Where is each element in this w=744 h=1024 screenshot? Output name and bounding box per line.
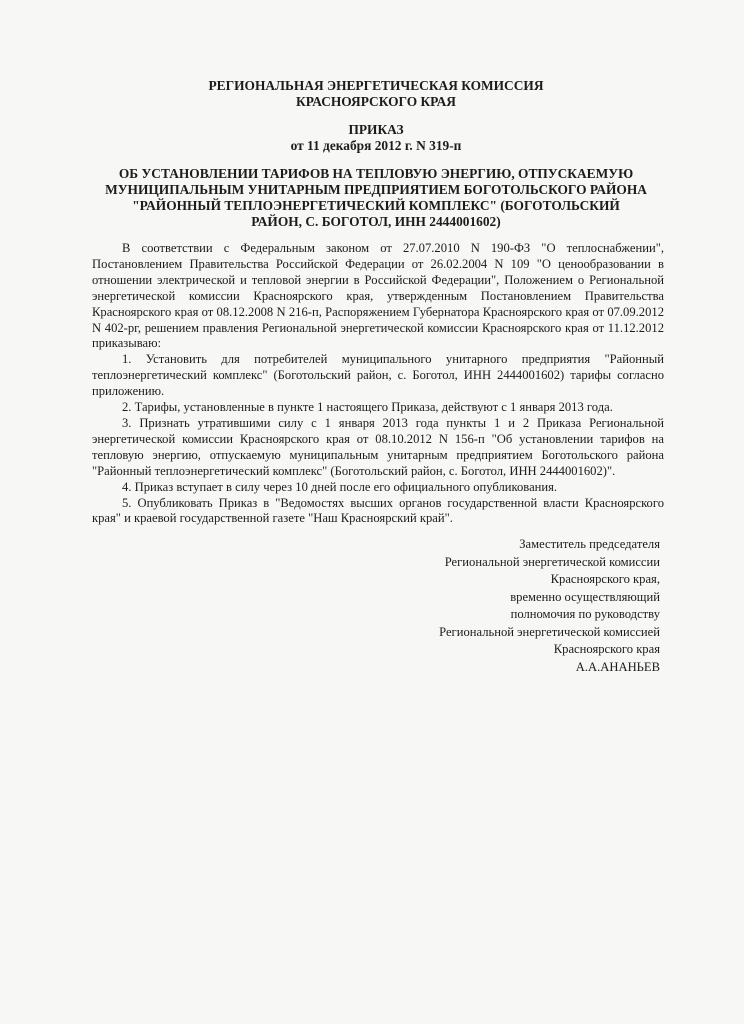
signatory-title-line: Красноярского края, (550, 572, 660, 586)
order-date-number: от 11 декабря 2012 г. N 319-п (290, 138, 462, 153)
order-title (90, 166, 662, 230)
preamble-paragraph: В соответствии с Федеральным законом от 27.07.2010 N 190-ФЗ "О теплоснабжении", Постановлением Правительства Российской Федерации от 26.02.2004 N 109 "О ценообразовании в отношении электрической и тепловой энергии в Российской Федерации", Положением о Региональной энергетической комиссии Красноярского края, утвержденным Постановлением Правительства Красноярского края от 08.12.2008 N 216-п, Распоряжением Губернатора Красноярского края от 07.09.2012 N 402-рг, решением правления Региональной энергетической комиссии Красноярского края от 11.12.2012 приказываю: (92, 241, 664, 351)
signatory-title-line: Заместитель председателя (519, 537, 660, 551)
title-line: "РАЙОННЫЙ ТЕПЛОЭНЕРГЕТИЧЕСКИЙ КОМПЛЕКС" (БОГОТОЛЬСКИЙ (132, 198, 620, 213)
org-name-line-2: КРАСНОЯРСКОГО КРАЯ (296, 94, 456, 109)
order-item-2: 2. Тарифы, установленные в пункте 1 настоящего Приказа, действуют с 1 января 2013 года. (122, 400, 613, 415)
title-line: МУНИЦИПАЛЬНЫМ УНИТАРНЫМ ПРЕДПРИЯТИЕМ БОГОТОЛЬСКОГО РАЙОНА (105, 182, 647, 197)
order-heading (96, 122, 656, 154)
order-item-5: 5. Опубликовать Приказ в "Ведомостях высших органов государственной власти Красноярского края" и краевой государственной газете "Наш Красноярский край". (92, 495, 664, 526)
signatory-title-line: временно осуществляющий (510, 589, 660, 604)
order-body (92, 241, 664, 527)
signatory-title-line: Региональной энергетической комиссией (439, 624, 660, 639)
signatory-title-line: Красноярского края (553, 642, 660, 656)
order-item-3: 3. Признать утратившими силу с 1 января 2013 года пункты 1 и 2 Приказа Региональной энергетической комиссии Красноярского края от 08.10.2012 N 156-п "Об установлении тарифов на тепловую энергию, отпускаемую муниципальным унитарным предприятием Боготольского района "Районный теплоэнергетический комплекс" (Боготольский район, с. Боготол, ИНН 2444001602)". (92, 415, 664, 478)
title-line: ОБ УСТАНОВЛЕНИИ ТАРИФОВ НА ТЕПЛОВУЮ ЭНЕРГИЮ, ОТПУСКАЕМУЮ (118, 166, 634, 181)
org-name-line-1: РЕГИОНАЛЬНАЯ ЭНЕРГЕТИЧЕСКАЯ КОМИССИЯ (208, 78, 544, 93)
order-item-4: 4. Приказ вступает в силу через 10 дней после его официального опубликования. (122, 479, 558, 494)
signatory-title-line: полномочия по руководству (510, 607, 660, 621)
title-line: РАЙОН, С. БОГОТОЛ, ИНН 2444001602) (251, 214, 501, 229)
order-item-1: 1. Установить для потребителей муниципального унитарного предприятия "Районный теплоэнергетический комплекс" (Боготольский район, с. Боготол, ИНН 2444001602) тарифы согласно приложению. (92, 352, 664, 399)
signature-block (439, 536, 660, 676)
signatory-title-line: Региональной энергетической комиссии (444, 554, 660, 569)
order-label: ПРИКАЗ (348, 122, 404, 137)
organization-heading (96, 78, 656, 110)
signatory-name: А.А.АНАНЬЕВ (575, 659, 660, 674)
